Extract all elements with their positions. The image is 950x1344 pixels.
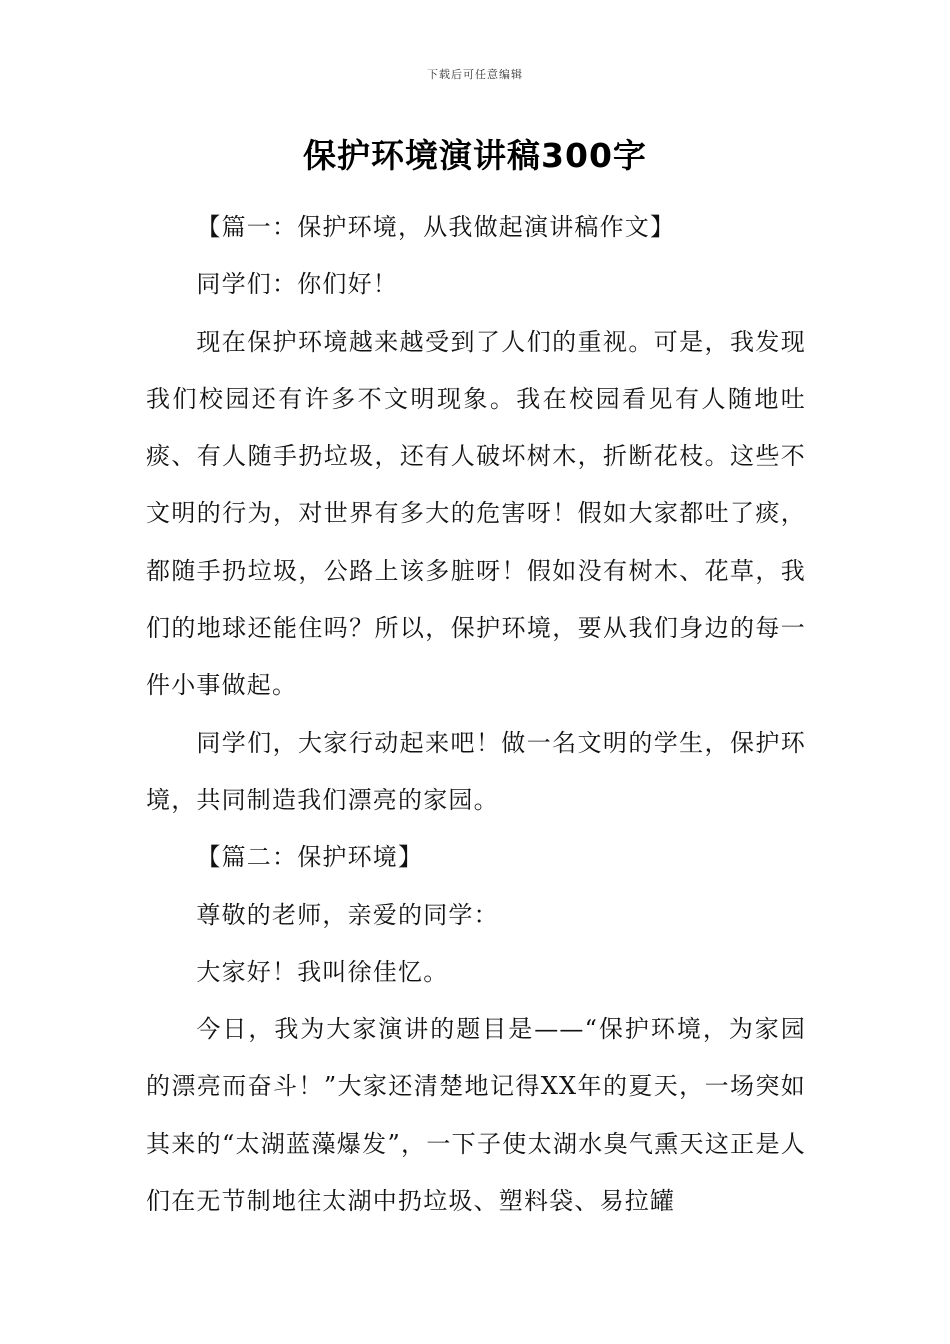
paragraph-body-1: 现在保护环境越来越受到了人们的重视。可是，我发现我们校园还有许多不文明现象。我在校园看见有人随地吐痰、有人随手扔垃圾，还有人破坏树木，折断花枝。这些不文明的行为，对世界有多大的危害呀！假如大家都吐了痰，都随手扔垃圾，公路上该多脏呀！假如没有树木、花草，我们的地球还能住吗？所以，保护环境，要从我们身边的每一件小事做起。 bbox=[146, 327, 806, 700]
paragraph-greeting: 同学们：你们好！ bbox=[196, 270, 398, 299]
paragraph-salutation: 尊敬的老师，亲爱的同学： bbox=[196, 900, 499, 929]
paragraph-body-2: 同学们，大家行动起来吧！做一名文明的学生，保护环境，共同制造我们漂亮的家园。 bbox=[146, 728, 806, 814]
paragraph-intro: 大家好！我叫徐佳忆。 bbox=[196, 957, 449, 986]
document-title: 保护环境演讲稿300字 bbox=[303, 136, 647, 175]
paragraph-section1-heading: 【篇一：保护环境，从我做起演讲稿作文】 bbox=[196, 213, 676, 241]
header-note: 下载后可任意编辑 bbox=[427, 68, 523, 81]
paragraph-body-3: 今日，我为大家演讲的题目是——“保护环境，为家园的漂亮而奋斗！”大家还清楚地记得XX年的夏天，一场突如其来的“太湖蓝藻爆发”，一下子使太湖水臭气熏天这正是人们在无节制地往太湖中扔垃圾、塑料袋、易拉罐 bbox=[146, 1015, 806, 1216]
document-body bbox=[146, 199, 806, 1230]
paragraph-section2-heading: 【篇二：保护环境】 bbox=[196, 843, 424, 872]
